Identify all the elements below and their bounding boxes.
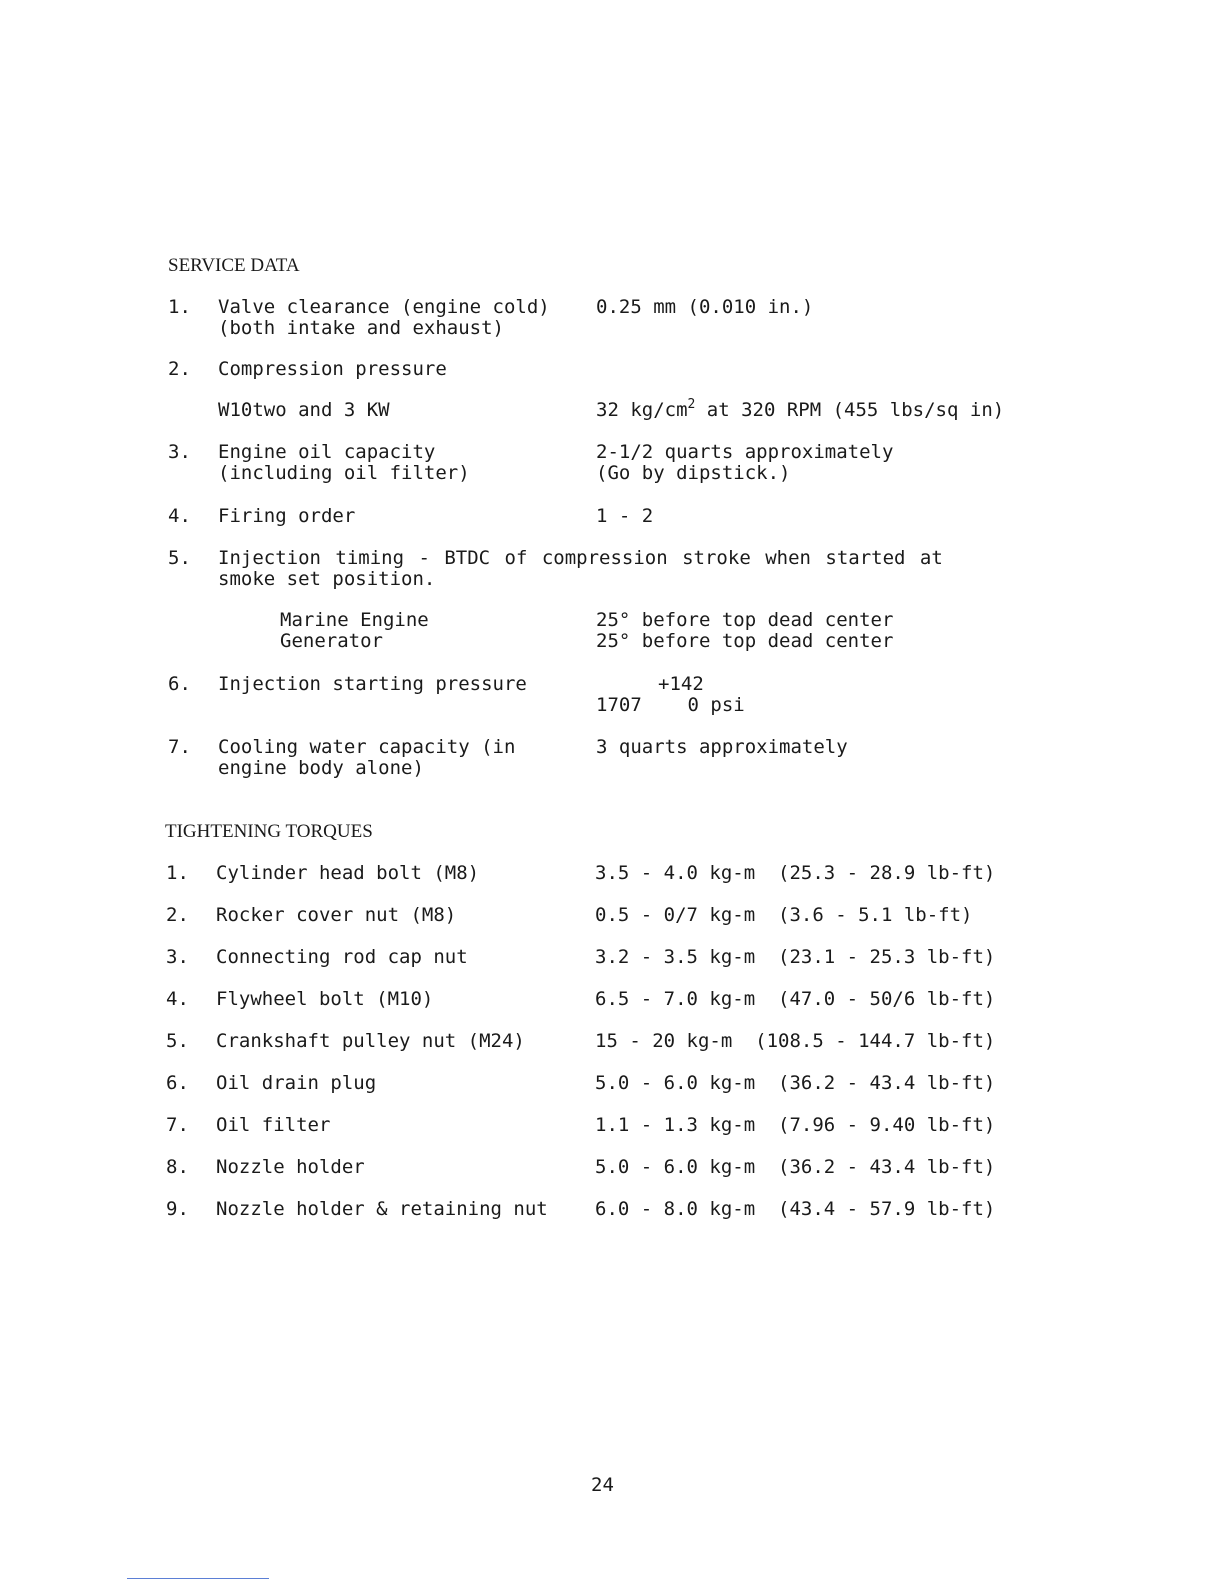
torque-item-3-label: Connecting rod cap nut [216, 946, 468, 968]
torque-item-1-number: 1. [166, 862, 189, 884]
torque-item-4-number: 4. [166, 988, 189, 1010]
service-item-2-label: Compression pressure [218, 358, 447, 380]
torque-item-5-label: Crankshaft pulley nut (M24) [216, 1030, 525, 1052]
footer-rule [127, 1578, 269, 1579]
service-item-3-value-cont: (Go by dipstick.) [596, 462, 791, 484]
torque-item-9-label: Nozzle holder & retaining nut [216, 1198, 548, 1220]
service-item-5-generator-value: 25° before top dead center [596, 630, 894, 652]
service-item-1-value: 0.25 mm (0.010 in.) [596, 296, 814, 318]
service-item-5-number: 5. [168, 547, 191, 569]
torque-item-3-value: 3.2 - 3.5 kg-m (23.1 - 25.3 lb-ft) [595, 946, 996, 968]
torque-item-8-label: Nozzle holder [216, 1156, 365, 1178]
torque-item-7-value: 1.1 - 1.3 kg-m (7.96 - 9.40 lb-ft) [595, 1114, 996, 1136]
service-item-3-number: 3. [168, 441, 191, 463]
service-item-6-value-top: +142 [658, 673, 704, 695]
torque-item-6-number: 6. [166, 1072, 189, 1094]
service-item-3-value: 2-1/2 quarts approximately [596, 441, 894, 463]
service-item-1-number: 1. [168, 296, 191, 318]
service-item-7-label-cont: engine body alone) [218, 757, 424, 779]
service-item-4-label: Firing order [218, 505, 356, 527]
service-item-3-label-cont: (including oil filter) [218, 462, 470, 484]
service-item-6-number: 6. [168, 673, 191, 695]
service-item-2-value-sup: 2 [687, 397, 696, 412]
torque-item-8-number: 8. [166, 1156, 189, 1178]
service-item-6-value-bottom: 1707 0 psi [596, 694, 745, 716]
torque-item-7-number: 7. [166, 1114, 189, 1136]
service-item-3-label: Engine oil capacity [218, 441, 436, 463]
service-item-2-number: 2. [168, 358, 191, 380]
torque-item-4-value: 6.5 - 7.0 kg-m (47.0 - 50/6 lb-ft) [595, 988, 996, 1010]
service-item-1-label: Valve clearance (engine cold) [218, 296, 550, 318]
torque-item-3-number: 3. [166, 946, 189, 968]
service-item-5-marine-label: Marine Engine [280, 609, 429, 631]
service-item-5-label: Injection timing - BTDC of compression stroke when started at [218, 547, 943, 569]
page-number: 24 [591, 1474, 614, 1496]
service-item-5-generator-label: Generator [280, 630, 383, 652]
torque-item-5-number: 5. [166, 1030, 189, 1052]
torque-item-2-value: 0.5 - 0/7 kg-m (3.6 - 5.1 lb-ft) [595, 904, 973, 926]
torque-item-6-label: Oil drain plug [216, 1072, 377, 1094]
service-item-7-number: 7. [168, 736, 191, 758]
torque-item-7-label: Oil filter [216, 1114, 331, 1136]
service-item-4-value: 1 - 2 [596, 505, 654, 527]
torque-item-8-value: 5.0 - 6.0 kg-m (36.2 - 43.4 lb-ft) [595, 1156, 996, 1178]
service-item-7-value: 3 quarts approximately [596, 736, 848, 758]
torque-item-1-value: 3.5 - 4.0 kg-m (25.3 - 28.9 lb-ft) [595, 862, 996, 884]
service-item-2-value-pre: 32 kg/cm [596, 399, 688, 421]
torque-item-6-value: 5.0 - 6.0 kg-m (36.2 - 43.4 lb-ft) [595, 1072, 996, 1094]
service-item-5-label-cont: smoke set position. [218, 568, 436, 590]
torque-item-5-value: 15 - 20 kg-m (108.5 - 144.7 lb-ft) [595, 1030, 996, 1052]
service-item-4-number: 4. [168, 505, 191, 527]
torque-item-4-label: Flywheel bolt (M10) [216, 988, 434, 1010]
service-item-2-sub-label: W10two and 3 KW [218, 399, 390, 421]
service-item-5-marine-value: 25° before top dead center [596, 609, 894, 631]
service-item-6-label: Injection starting pressure [218, 673, 527, 695]
service-data-heading: SERVICE DATA [168, 255, 300, 276]
service-item-1-label-cont: (both intake and exhaust) [218, 317, 504, 339]
torque-item-9-number: 9. [166, 1198, 189, 1220]
torque-item-9-value: 6.0 - 8.0 kg-m (43.4 - 57.9 lb-ft) [595, 1198, 996, 1220]
tightening-torques-heading: TIGHTENING TORQUES [165, 821, 373, 842]
torque-item-2-number: 2. [166, 904, 189, 926]
torque-item-2-label: Rocker cover nut (M8) [216, 904, 457, 926]
torque-item-1-label: Cylinder head bolt (M8) [216, 862, 480, 884]
service-item-7-label: Cooling water capacity (in [218, 736, 516, 758]
service-item-2-value [596, 397, 1005, 421]
service-item-2-value-post: at 320 RPM (455 lbs/sq in) [695, 399, 1005, 421]
